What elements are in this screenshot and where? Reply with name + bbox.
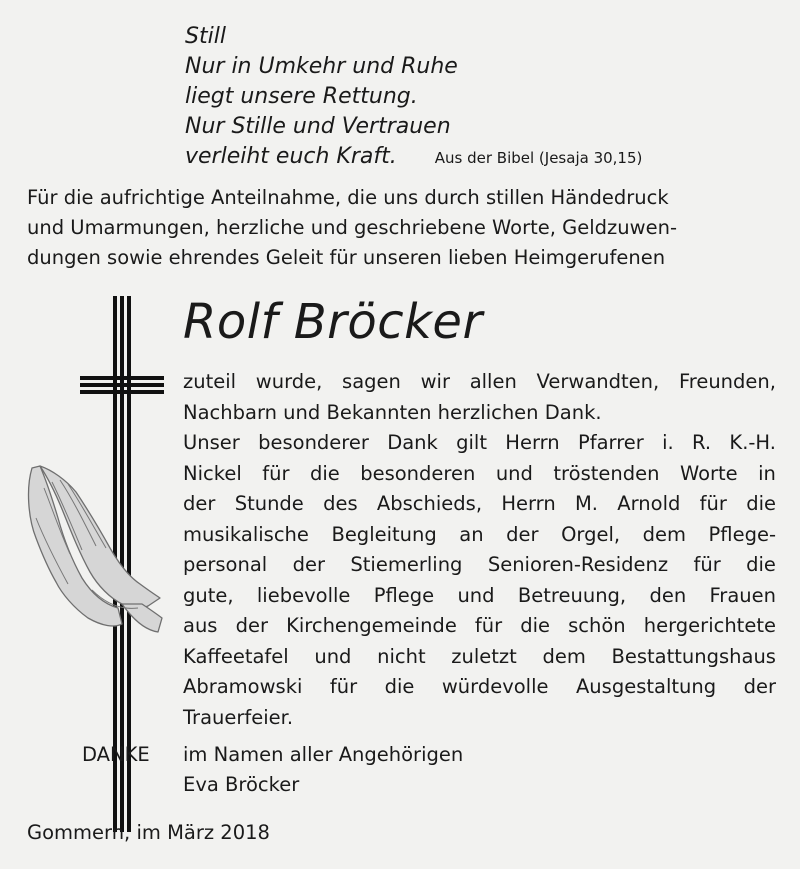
- verse-last-row: [185, 142, 642, 173]
- thanks-paragraph: [183, 367, 776, 733]
- body-line: der Stunde des Abschieds, Herrn M. Arnold für die: [183, 492, 776, 515]
- place-date: Gommern, im März 2018: [27, 821, 270, 844]
- body-line: Trauerfeier.: [183, 705, 294, 729]
- verse-line: liegt unsere Rettung.: [185, 84, 418, 109]
- body-line: personal der Stiemerling Senioren-Residenz für die: [183, 553, 776, 576]
- intro-line: Für die aufrichtige Anteilnahme, die uns durch stillen Händedruck: [27, 186, 669, 209]
- intro-paragraph: [27, 183, 777, 273]
- body-line: aus der Kirchengemeinde für die schön hergerichtete: [183, 614, 776, 637]
- intro-line: dungen sowie ehrendes Geleit für unseren lieben Heimgerufenen: [27, 246, 666, 269]
- verse-line: verleiht euch Kraft.: [185, 144, 397, 169]
- body-line: Abramowski für die würdevolle Ausgestaltung der: [183, 675, 776, 698]
- body-line: Nickel für die besonderen und tröstenden Worte in: [183, 461, 776, 485]
- body-line: Unser besonderer Dank gilt Herrn Pfarrer i. R. K.-H.: [183, 431, 776, 454]
- body-line: zuteil wurde, sagen wir allen Verwandten, Freunden,: [183, 370, 776, 393]
- signer-row: [82, 770, 463, 800]
- verse-source: Aus der Bibel (Jesaja 30,15): [434, 149, 643, 167]
- closing-row: [82, 740, 463, 770]
- behalf-text: im Namen aller Angehörigen: [183, 743, 464, 766]
- verse-line: Nur Stille und Vertrauen: [185, 114, 451, 139]
- body-line: musikalische Begleitung an der Orgel, dem Pflege-: [183, 522, 776, 546]
- spacer: [82, 770, 183, 800]
- danke-word: DANKE: [82, 743, 150, 766]
- body-line: Nachbarn und Bekannten herzlichen Dank.: [183, 400, 602, 424]
- verse-line: Still: [185, 24, 226, 49]
- closing-block: [82, 740, 463, 800]
- praying-hands-icon: [22, 458, 164, 634]
- body-line: Kaffeetafel und nicht zuletzt dem Bestattungshaus: [183, 644, 776, 668]
- signer-name: Eva Bröcker: [183, 773, 300, 796]
- bible-verse: [185, 22, 642, 173]
- intro-line: und Umarmungen, herzliche und geschriebene Worte, Geldzuwen-: [27, 216, 677, 239]
- deceased-name: Rolf Bröcker: [183, 294, 483, 350]
- body-line: gute, liebevolle Pflege und Betreuung, den Frauen: [183, 583, 776, 607]
- verse-line: Nur in Umkehr und Ruhe: [185, 54, 458, 79]
